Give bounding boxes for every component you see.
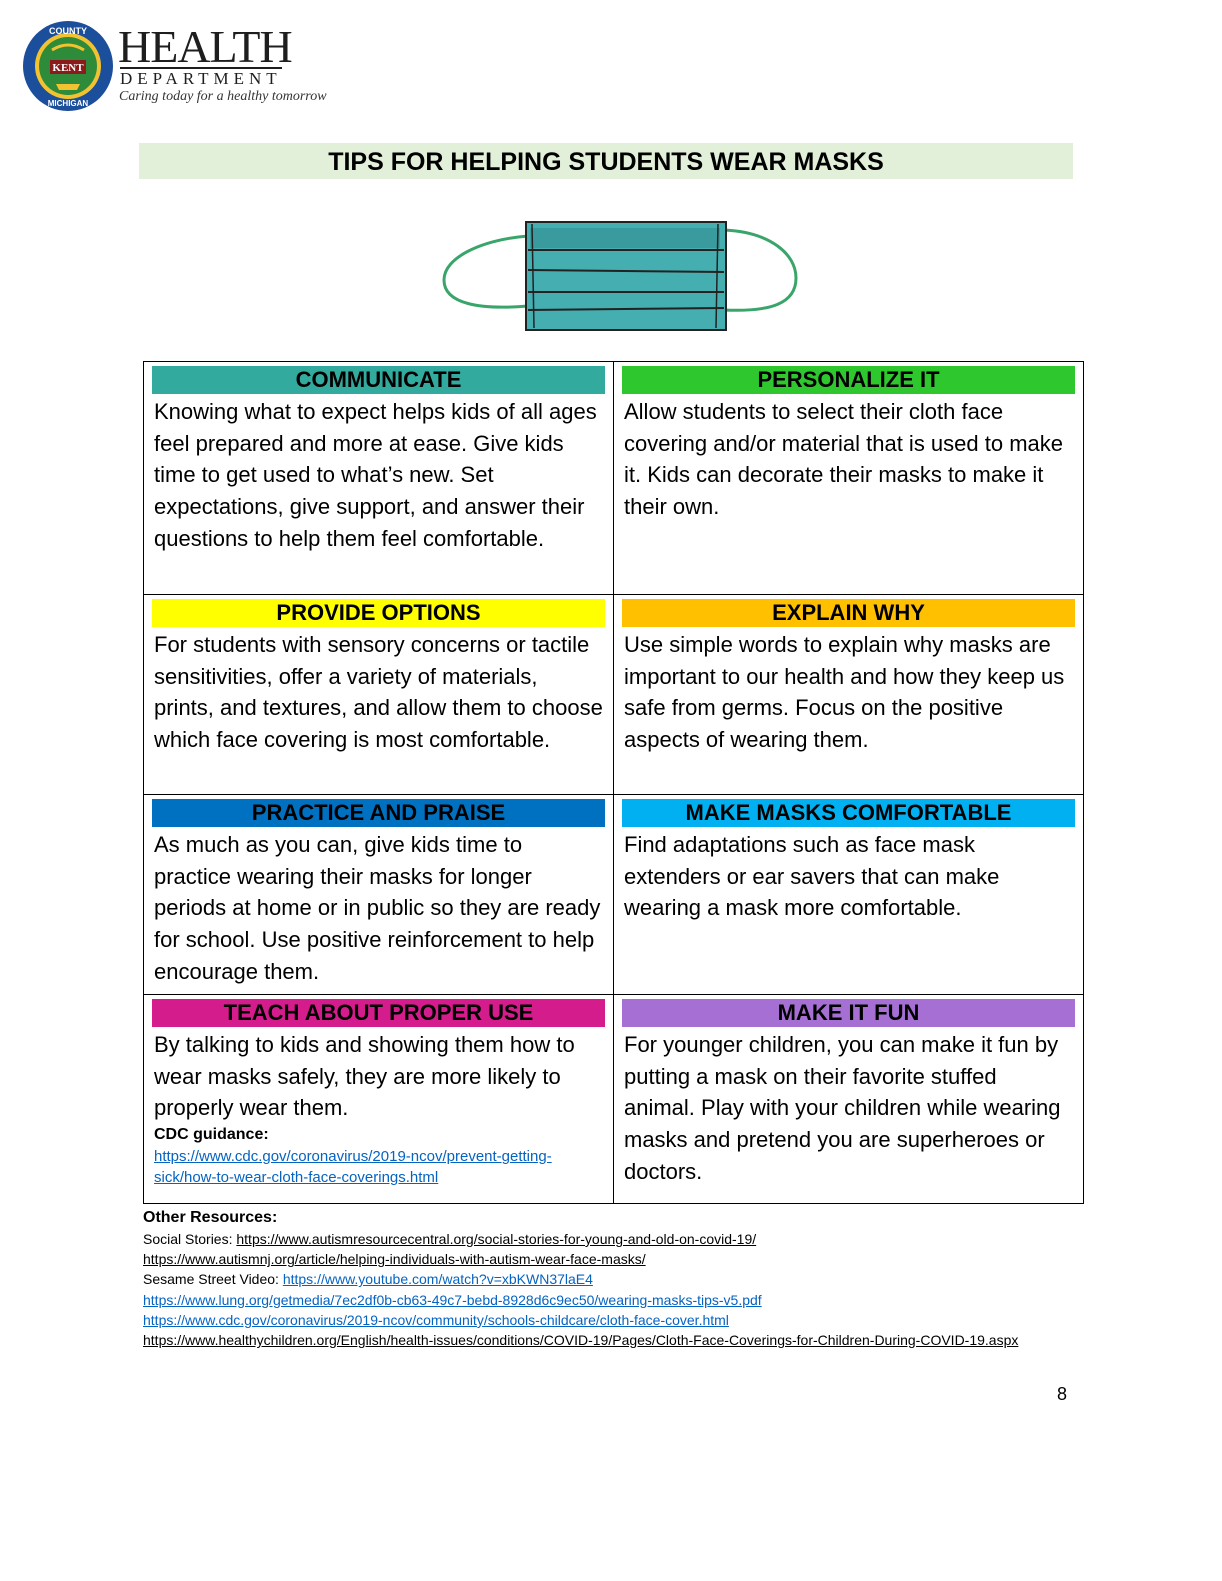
resource-line [143,1330,1143,1350]
social-stories-label: Social Stories: [143,1231,237,1247]
cdc-school-link[interactable]: https://www.cdc.gov/coronavirus/2019-ncov/community/schools-childcare/cloth-face-cover.html [143,1311,729,1328]
tip-body: Find adaptations such as face mask extenders or ear savers that can make wearing a mask more comfortable. [624,832,1000,921]
tip-heading: COMMUNICATE [152,366,605,394]
tip-heading: PERSONALIZE IT [622,366,1075,394]
tip-body: Knowing what to expect helps kids of all ages feel prepared and more at ease. Give kids time to get used to what’s new. Set expectations, give support, and answer their questions to help them feel comfortable. [154,399,597,551]
tip-cell-explain-why [614,595,1084,795]
logo-health-text: HEALTH [118,21,292,72]
social-stories-link[interactable]: https://www.autismresourcecentral.org/social-stories-for-young-and-old-on-covid-19/ [236,1231,757,1247]
kent-health-logo [22,20,332,112]
resource-line [143,1310,1143,1330]
tip-heading: EXPLAIN WHY [622,599,1075,627]
healthychildren-link[interactable]: https://www.healthychildren.org/English/health-issues/conditions/COVID-19/Pages/Cloth-Face-Coverings-for-Children-During-COVID-19.aspx [143,1332,1019,1349]
sesame-street-link[interactable]: https://www.youtube.com/watch?v=xbKWN37laE4 [282,1271,593,1288]
tip-cell-communicate [144,362,614,595]
tip-cell-practice-praise [144,795,614,995]
tip-cell-make-it-fun [614,995,1084,1204]
seal-center-text: KENT [52,62,84,74]
logo-department-text: DEPARTMENT [120,69,282,88]
page-title: TIPS FOR HELPING STUDENTS WEAR MASKS [139,143,1073,179]
seal-top-text: COUNTY [49,26,87,36]
tip-body: For students with sensory concerns or tactile sensitivities, offer a variety of materials, prints, and textures, and allow them to choose which face covering is most comfortable. [154,632,603,753]
tip-cell-provide-options [144,595,614,795]
tip-cell-proper-use [144,995,614,1204]
tip-body: For younger children, you can make it fun by putting a mask on their favorite stuffed animal. Play with your children while wearing masks and pretend you are superheroes or doctors. [624,1032,1061,1184]
resource-line [143,1249,1143,1269]
tip-heading: TEACH ABOUT PROPER USE [152,999,605,1027]
tip-cell-make-comfortable [614,795,1084,995]
resource-line [143,1229,1143,1249]
face-mask-icon [440,218,800,334]
resource-line [143,1290,1143,1310]
tip-body: By talking to kids and showing them how to wear masks safely, they are more likely to properly wear them. [154,1032,575,1121]
logo-tagline: Caring today for a healthy tomorrow [119,89,327,104]
tip-heading: PRACTICE AND PRAISE [152,799,605,827]
page-number: 8 [1057,1384,1068,1404]
cdc-guidance-link[interactable]: https://www.cdc.gov/coronavirus/2019-ncov/prevent-getting-sick/how-to-wear-cloth-face-coverings.html [154,1148,552,1187]
tip-body: Allow students to select their cloth face covering and/or material that is used to make it. Kids can decorate their masks to make it their own. [624,399,1064,520]
lung-org-link[interactable]: https://www.lung.org/getmedia/7ec2df0b-cb63-49c7-bebd-8928d6c9ec50/wearing-masks-tips-v5.pdf [143,1291,762,1308]
tip-body: Use simple words to explain why masks are important to our health and how they keep us safe from germs. Focus on the positive aspects of wearing them. [624,632,1065,753]
tip-heading: MAKE IT FUN [622,999,1075,1027]
tip-cell-personalize [614,362,1084,595]
sesame-street-label: Sesame Street Video: [143,1271,283,1288]
tip-heading: MAKE MASKS COMFORTABLE [622,799,1075,827]
tip-body: As much as you can, give kids time to practice wearing their masks for longer periods at home or in public so they are ready for school. Use positive reinforcement to help encourage them. [154,832,601,984]
other-resources [143,1207,1143,1350]
tip-heading: PROVIDE OPTIONS [152,599,605,627]
autismnj-link[interactable]: https://www.autismnj.org/article/helping-individuals-with-autism-wear-face-masks/ [143,1251,646,1268]
tips-table [143,361,1084,1204]
county-seal-icon [22,20,114,112]
resources-title: Other Resources: [143,1209,278,1226]
seal-bottom-text: MICHIGAN [47,99,89,108]
cdc-guidance-label: CDC guidance: [154,1126,269,1144]
resource-line [143,1269,1143,1289]
